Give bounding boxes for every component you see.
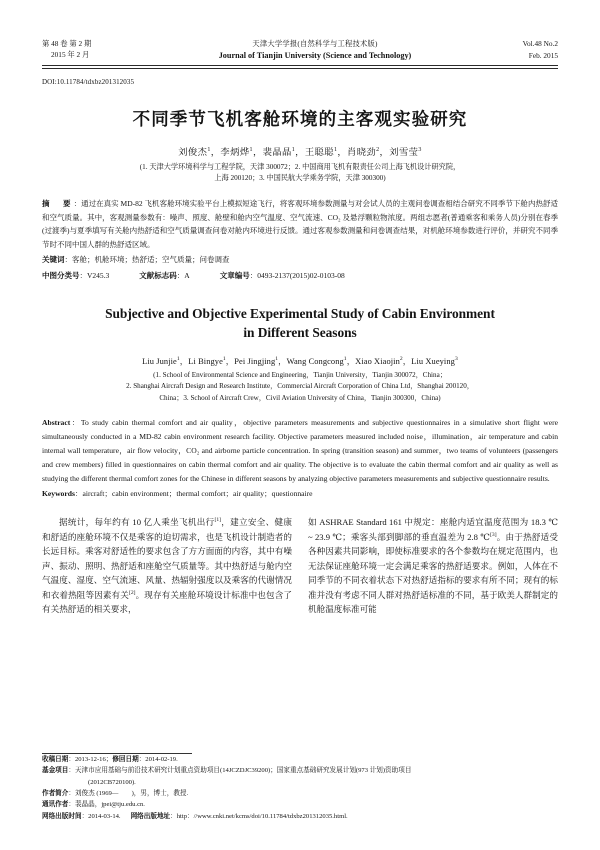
corresponding-author-value: ：裴晶晶，jpei@tju.edu.cn. xyxy=(68,801,145,809)
article-number-label: 文章编号 xyxy=(219,271,250,281)
citation-marker: [3] xyxy=(490,531,497,538)
online-url-value: ：http：//www.cnki.net/kcms/doi/10.11784/tdxbz201312035.html. xyxy=(170,812,348,820)
footnote-block xyxy=(42,754,558,822)
article-title-en-line-2: in Different Seasons xyxy=(243,325,357,341)
masthead-right xyxy=(470,38,558,62)
author-list-en: Liu Junjie$^1$，Li Bingye$^1$，Pei Jingjing$^1$，Wang Congcong$^1$，Xiao Xiaojin$^2$，Liu Xueying$^3$ xyxy=(142,355,458,366)
keywords-text-cn: ：客舱；机舱环境；热舒适；空气质量；问卷调查 xyxy=(64,255,230,265)
body-paragraph-left: 据统计，每年约有 10 亿人乘坐飞机出行[1]，建立安全、健康和舒适的座舱环境不仅是乘客的迫切需求，也是飞机设计制造者的长远目标。乘客对舒适性的要求包含了方方面面的内容，其中有噪声、振动、照明、热舒适和座舱空气质量等。其中热舒适与舱内空气温度、湿度、空气流速、风量、热辐射强度以及乘客的代谢情况和衣着热阻等因素有关[2]。现存有关座舱环境设计标准中也包含了有关热舒适的相关要求， xyxy=(42,517,292,614)
fund-label: 基金项目 xyxy=(42,767,69,775)
body-paragraph-right: 如 ASHRAE Standard 161 中规定：座舱内适宜温度范围为 18.3 ℃ ~ 23.9 ℃；乘客头部到脚部的垂直温差为 2.8 ℃[3]。由于热舒适受各种因素共同影响，即使标准要求的各个参数均在规定范围内，也无法保证座舱环境一定会满足乘客的热舒适要求。例如，人体在不同季节的不同衣着状态下对热舒适指标的要求有所不同；现有的标准并没有考虑不同人群对热舒适标准的不同，基于欧美人群制定的机舱温度标准可能 xyxy=(308,517,558,614)
affiliation-en-line-2: 2. Shanghai Aircraft Design and Research Institute，Commercial Aircraft Corporation of China Ltd，Shanghai 200120， xyxy=(126,382,474,391)
footnote-online-publication xyxy=(42,811,558,822)
fund-value: ：天津市应用基础与前沿技术研究计划重点资助项目(14JCZDJC39200)；国家重点基础研究发展计划(973 计划)资助项目 xyxy=(68,767,412,775)
footnote-fund xyxy=(42,765,558,776)
received-date-value: ：2013-12-16； xyxy=(68,756,113,764)
author-affil-marker: 3 xyxy=(454,355,458,362)
received-date-label: 收稿日期 xyxy=(42,756,69,764)
citation-marker: [2] xyxy=(128,589,136,596)
keywords-label-en: Keywords xyxy=(42,489,75,499)
online-date-value: ：2014-03-14. xyxy=(81,812,121,820)
clc-number xyxy=(42,269,109,283)
volume-issue-cn: 第 48 卷 第 2 期 xyxy=(42,39,92,48)
citation-marker: [1] xyxy=(214,517,221,524)
author-affil-marker: 3 xyxy=(418,146,422,153)
footnote-fund-cont: (2012CB720100). xyxy=(88,778,136,786)
journal-title-en: Journal of Tianjin University (Science and Technology) xyxy=(218,51,412,61)
affiliation-en-line-3: China；3. School of Aircraft Crew，Civil Aviation University of China，Tianjin 300300，China) xyxy=(159,393,441,402)
author-bio-value: ：刘俊杰 (1969— )，男，博士，教授. xyxy=(68,790,189,798)
article-number xyxy=(220,269,345,283)
corresponding-author-label: 通讯作者 xyxy=(42,801,69,809)
abstract-label-cn: 摘 要 xyxy=(42,198,74,208)
journal-title-cn: 天津大学学报(自然科学与工程技术版) xyxy=(252,39,378,48)
clc-label: 中图分类号 xyxy=(42,271,80,281)
abstract-en xyxy=(42,416,558,486)
footnote-dates xyxy=(42,754,558,765)
author-affil-marker: 1 xyxy=(249,146,253,153)
document-code xyxy=(139,269,189,283)
revised-date-label: 修回日期 xyxy=(112,756,139,764)
volume-issue-en: Vol.48 No.2 xyxy=(522,39,558,48)
author-affil-marker: 2 xyxy=(399,355,403,362)
author-affil-marker: 1 xyxy=(207,146,211,153)
author-affil-marker: 1 xyxy=(291,146,296,153)
classification-row xyxy=(42,269,558,283)
masthead-divider xyxy=(42,65,558,69)
masthead-left xyxy=(42,38,160,61)
body-columns xyxy=(42,515,558,616)
author-bio-label: 作者简介 xyxy=(42,790,69,798)
author-affil-marker: 2 xyxy=(376,146,380,153)
footnote-corresponding-author xyxy=(42,799,558,810)
abstract-label-en: Abstract xyxy=(42,418,71,428)
article-title-en xyxy=(42,304,558,343)
clc-value: ：V245.3 xyxy=(79,271,110,281)
affiliation-en-line-1: (1. School of Environmental Science and Engineering，Tianjin University，Tianjin 300072，China； xyxy=(153,370,447,379)
keywords-cn xyxy=(42,253,558,267)
document-code-value: ：A xyxy=(176,271,190,281)
keywords-label-cn: 关键词 xyxy=(42,255,65,265)
document-code-label: 文献标志码 xyxy=(139,271,177,281)
author-affil-marker: 1 xyxy=(333,146,338,153)
body-column-left xyxy=(42,515,292,616)
affiliation-cn-line-2: 上海 200120；3. 中国民航大学乘务学院，天津 300300) xyxy=(214,174,386,183)
article-title-cn: 不同季节飞机客舱环境的主客观实验研究 xyxy=(132,108,468,129)
affiliations-en xyxy=(42,370,558,404)
revised-date-value: ：2014-02-19. xyxy=(138,756,178,764)
publication-date-cn: 2015 年 2 月 xyxy=(51,50,90,60)
online-url-label: 网络出版地址 xyxy=(130,812,171,820)
author-affil-marker: 1 xyxy=(222,355,226,362)
abstract-text-en: ：To study cabin thermal comfort and air quality，objective parameters measurements and subjective questionnaires in a simulative short flight were simultaneously conducted in a MD-82 cabin environment research facility. Objective parameters measured included noise，illumination，air temperature and cabin internal wall temperature，air flow velocity，CO₂ and airborne particle concentration. In spring (transition season) and summer，two teams of volunteers (passengers and crew members) filled in questionnaires on cabin thermal comfort and air quality. The objective is to evaluate the cabin thermal comfort and air quality as well as studying the different thermal comfort zones for the Chinese in different seasons by analyzing objective parameters measurements and subjective questionnaire results. xyxy=(42,418,558,484)
author-affil-marker: 1 xyxy=(176,355,180,362)
abstract-cn xyxy=(42,197,558,252)
author-list-cn: 刘俊杰$^1$，李炳烨$^1$，裴晶晶$^1$，王聪聪$^1$，肖晓劲$^2$，刘雪莹$^3$ xyxy=(178,146,422,158)
author-affil-marker: 1 xyxy=(275,355,279,362)
masthead xyxy=(42,38,558,63)
keywords-en xyxy=(42,487,558,501)
body-column-right xyxy=(308,515,558,616)
online-date-label: 网络出版时间 xyxy=(42,812,82,820)
keywords-text-en: ：aircraft；cabin environment；thermal comfort；air quality；questionnaire xyxy=(74,489,313,499)
article-title-en-line-1: Subjective and Objective Experimental Study of Cabin Environment xyxy=(105,305,495,321)
affiliations-cn xyxy=(42,162,558,185)
masthead-center xyxy=(160,38,470,63)
doi-line: DOI:10.11784/tdxbz201312035 xyxy=(42,77,135,86)
author-affil-marker: 1 xyxy=(343,355,347,362)
footnote-author-bio xyxy=(42,788,558,799)
publication-date-en: Feb. 2015 xyxy=(528,51,558,61)
affiliation-cn-line-1: (1. 天津大学环境科学与工程学院，天津 300072；2. 中国商用飞机有限责任公司上海飞机设计研究院， xyxy=(139,162,461,171)
article-number-value: ：0493-2137(2015)02-0103-08 xyxy=(249,271,345,281)
abstract-text-cn: ：通过在真实 MD-82 飞机客舱环境实验平台上模拟短途飞行，将客观环境参数测量与对会试人员的主观问卷调查相结合研究不同季节下舱内热舒适和空气质量。其中，客观测量参数有：噪声、照度、舱壁和舱内空气温度、空气流速、CO₂ 及悬浮颗粒物浓度。两组志愿者(普通乘客和乘务人员)分别在春季(过渡季)与夏季填写有关舱内热舒适和空气质量调查问卷对舱内环境进行反馈。通过客观参数测量和问卷调查结果，对机舱环境参数进行评价，并研究不同季节时不同中国人群的热舒适区域。 xyxy=(42,198,558,249)
